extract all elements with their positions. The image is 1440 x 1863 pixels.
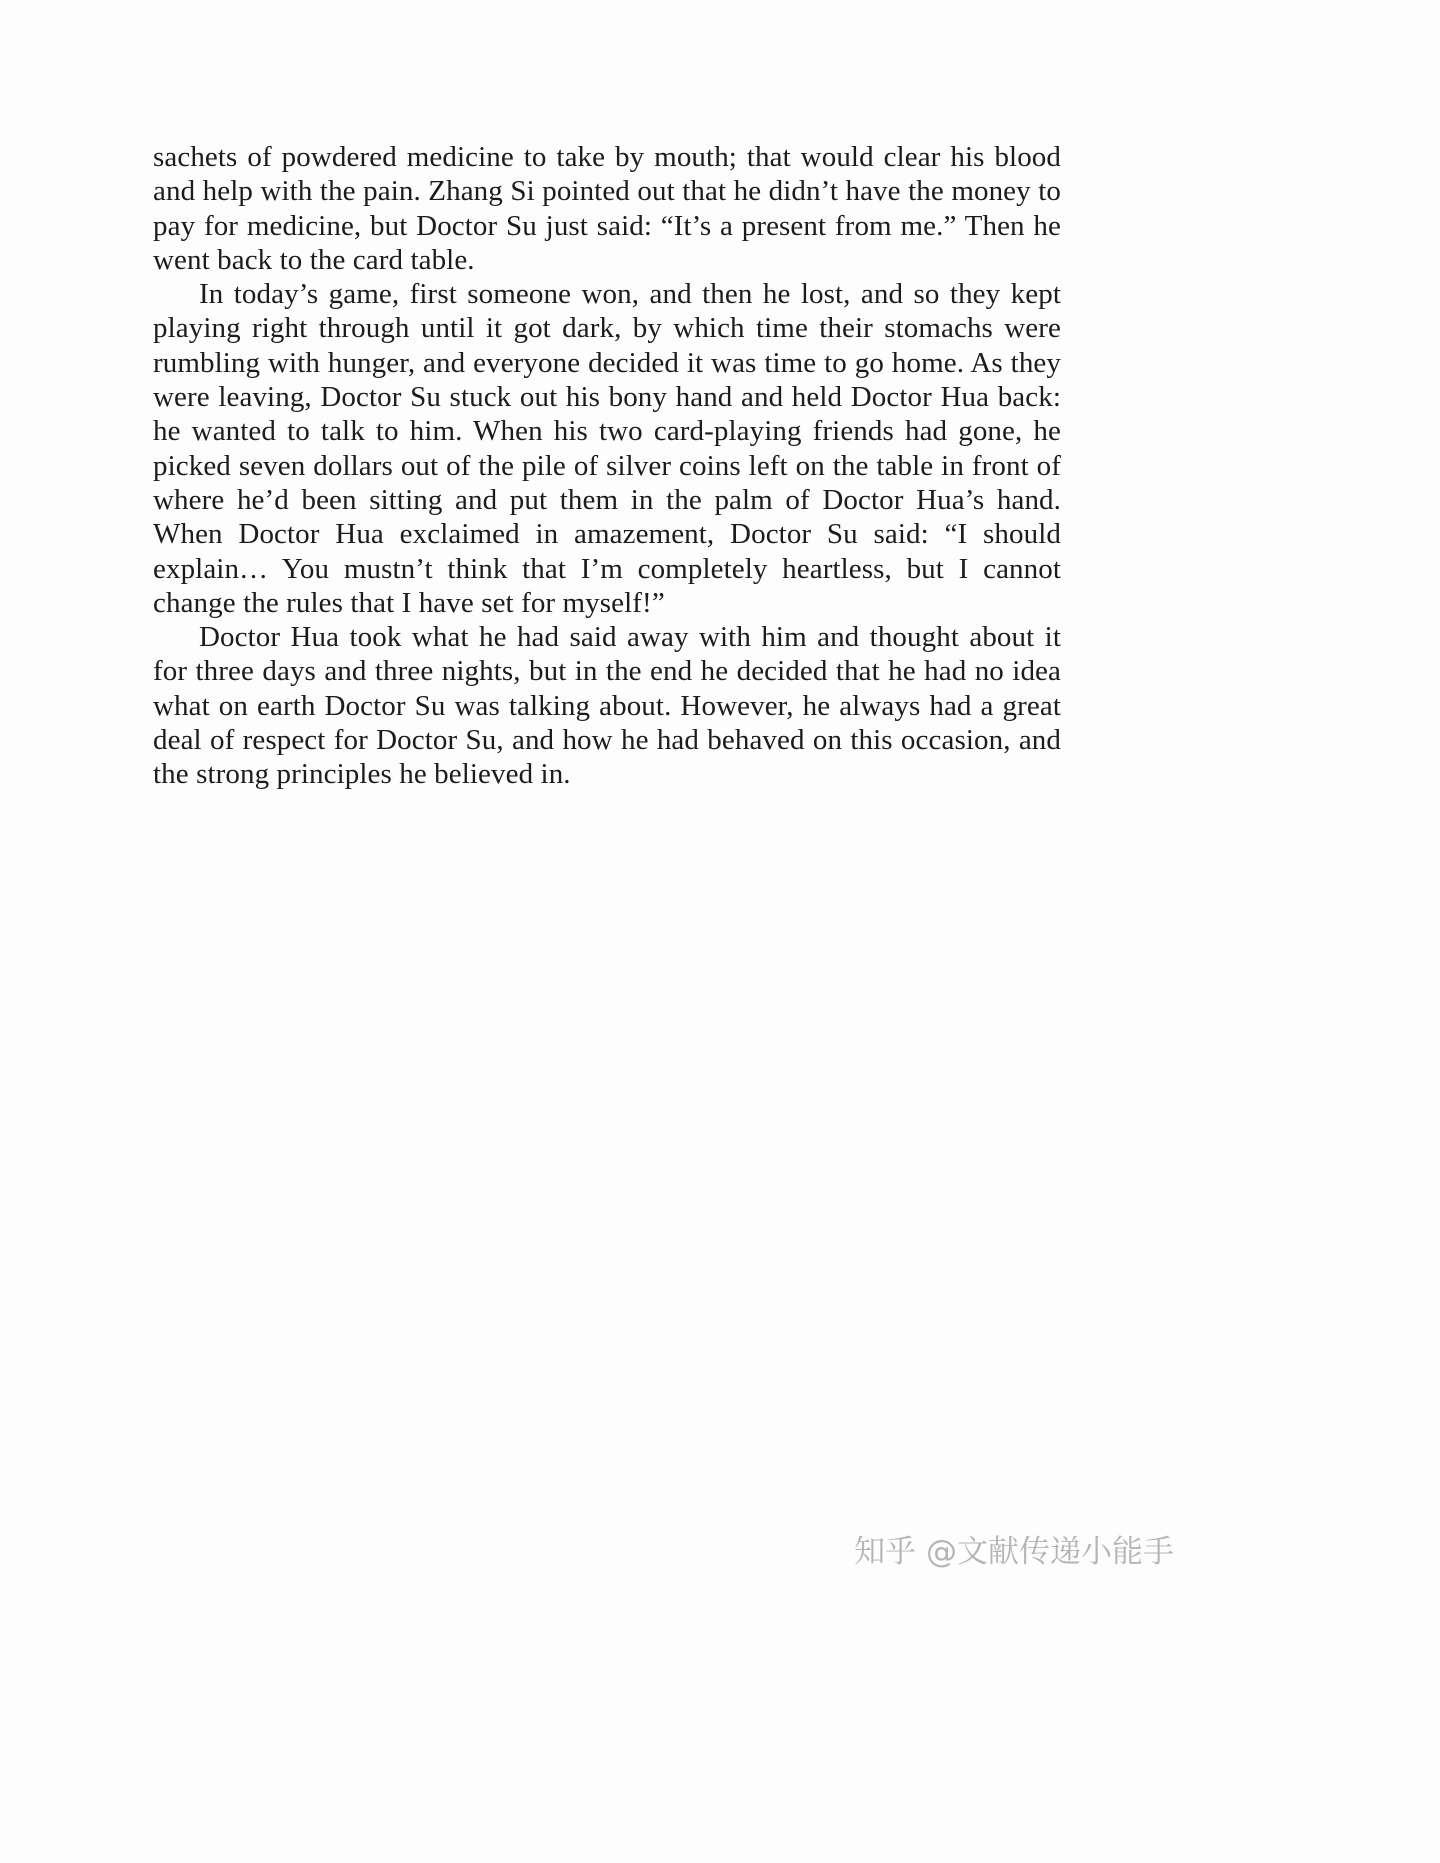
paragraph-continuation: sachets of powdered medicine to take by mouth; that would clear his blood and help with the pain. Zhang Si pointed out that he didn’t have the money to pay for medicine, but Doctor Su just said: “It’s a present from me.” Then he went back to the card table. (153, 141, 1061, 276)
paragraph: Doctor Hua took what he had said away with him and thought about it for three days and three nights, but in the end he decided that he had no idea what on earth Doctor Su was talking about. However, he always had a great deal of respect for Doctor Su, and how he had behaved on this occasion, and the strong principles he believed in. (153, 621, 1061, 791)
body-text (153, 140, 1061, 792)
paragraph: In today’s game, first someone won, and then he lost, and so they kept playing right through until it got dark, by which time their stomachs were rumbling with hunger, and everyone decided it was time to go home. As they were leaving, Doctor Su stuck out his bony hand and held Doctor Hua back: he wanted to talk to him. When his two card-playing friends had gone, he picked seven dollars out of the pile of silver coins left on the table in front of where he’d been sitting and put them in the palm of Doctor Hua’s hand. When Doctor Hua exclaimed in amazement, Doctor Su said: “I should explain… You mustn’t think that I’m completely heartless, but I cannot change the rules that I have set for myself!” (153, 278, 1061, 619)
watermark-text: 知乎 @文献传递小能手 (854, 1534, 1174, 1570)
